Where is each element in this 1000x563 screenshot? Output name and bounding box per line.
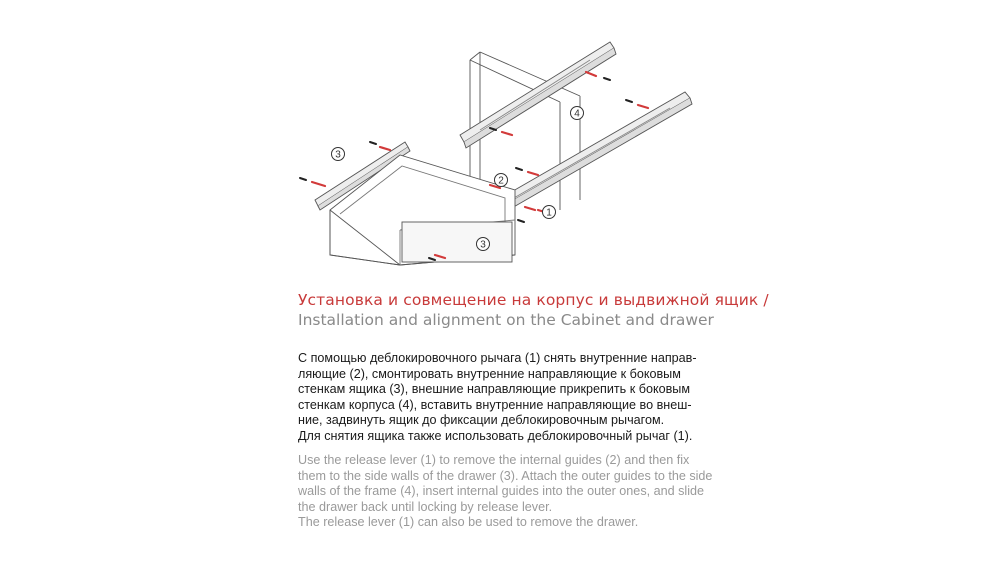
instructions-russian	[298, 351, 708, 445]
callout-3-left	[332, 148, 345, 161]
instruction-line: ние, задвинуть ящик до фиксации деблокировочным рычагом.	[298, 413, 665, 428]
instruction-line: ляющие (2), смонтировать внутренние направляющие к боковым	[298, 366, 681, 381]
callout-1	[543, 206, 556, 219]
callout-3-bottom	[477, 238, 490, 251]
svg-text:1: 1	[546, 207, 552, 219]
callout-4	[571, 107, 584, 120]
outer-guide-upper	[460, 42, 616, 148]
svg-text:3: 3	[480, 239, 486, 251]
instruction-line: Use the release lever (1) to remove the internal guides (2) and then fix	[298, 453, 690, 467]
instruction-line: The release lever (1) can also be used to remove the drawer.	[298, 515, 639, 530]
instruction-line: Для снятия ящика также использовать деблокировочный рычаг (1).	[298, 428, 693, 443]
svg-text:2: 2	[498, 175, 504, 187]
svg-text:4: 4	[574, 108, 580, 120]
heading-russian: Установка и совмещение на корпус и выдвижной ящик /	[298, 291, 769, 309]
instruction-line: С помощью деблокировочного рычага (1) снять внутренние направ-	[298, 351, 697, 365]
instruction-line: walls of the frame (4), insert internal guides into the outer ones, and slide	[298, 484, 705, 499]
heading-english: Installation and alignment on the Cabinet and drawer	[298, 311, 714, 329]
instruction-line: стенкам корпуса (4), вставить внутренние направляющие во внеш-	[298, 397, 692, 412]
instructions-english	[298, 453, 713, 531]
instruction-line: them to the side walls of the drawer (3). Attach the outer guides to the side	[298, 468, 713, 483]
svg-text:3: 3	[335, 149, 341, 161]
installation-diagram	[290, 30, 710, 270]
instruction-line: the drawer back until locking by release lever.	[298, 499, 553, 514]
instruction-line: стенкам ящика (3), внешние направляющие прикрепить к боковым	[298, 382, 691, 397]
callout-2	[495, 174, 508, 187]
